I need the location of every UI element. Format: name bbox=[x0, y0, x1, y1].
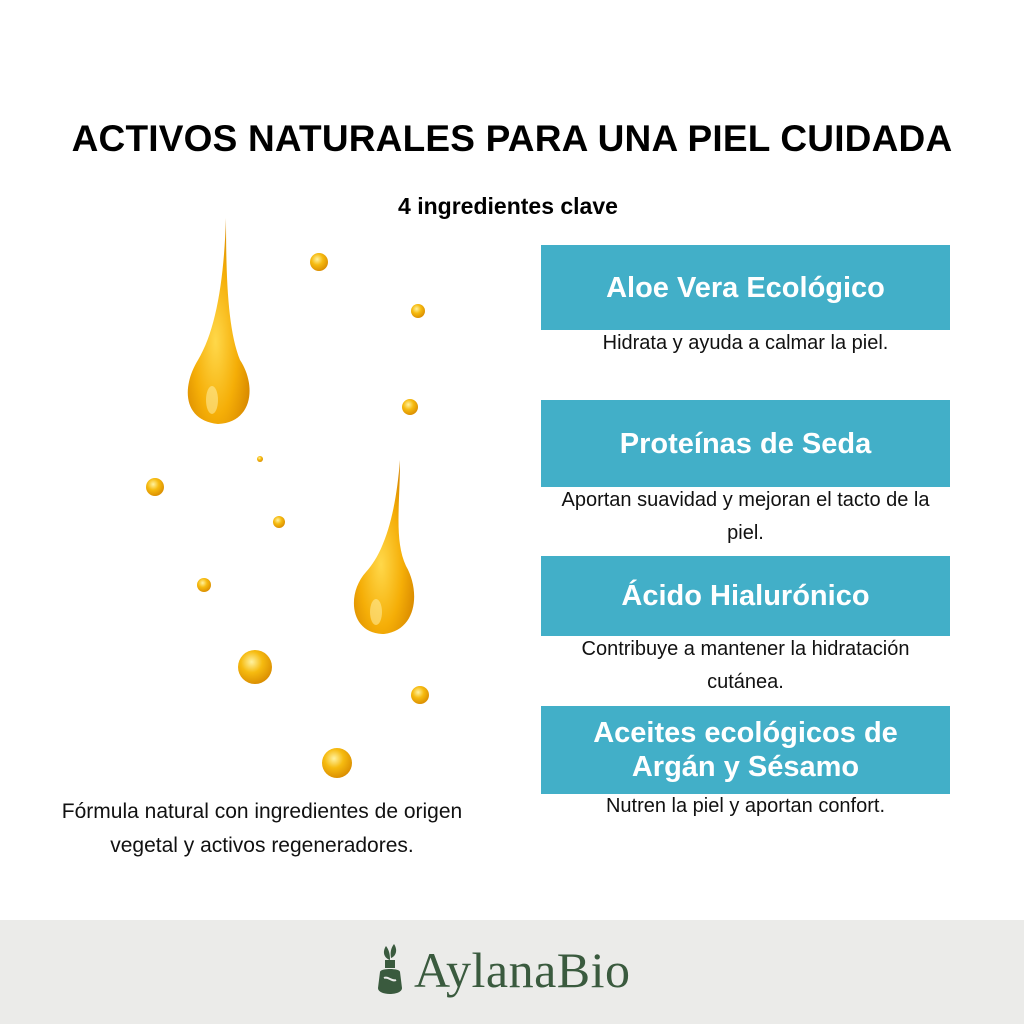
ingredient-desc-oils: Nutren la piel y aportan confort. bbox=[605, 795, 886, 817]
page-title: ACTIVOS NATURALES PARA UNA PIEL CUIDADA bbox=[71, 118, 953, 159]
oil-drop-icon bbox=[188, 218, 250, 424]
oil-bubble-icon bbox=[411, 304, 425, 318]
ingredient-banner-hyaluronic: Ácido Hialurónico bbox=[541, 556, 950, 636]
oil-bubble-icon bbox=[310, 253, 328, 271]
oil-bubble-icon bbox=[146, 478, 164, 496]
brand-logo bbox=[372, 940, 631, 1000]
ingredient-banner-oils: Aceites ecológicos de Argán y Sésamo bbox=[541, 706, 950, 794]
oil-bubble-icon bbox=[273, 516, 285, 528]
oil-bubble-icon bbox=[257, 456, 263, 462]
bottle-plant-icon bbox=[372, 942, 408, 998]
oil-bubble-icon bbox=[322, 748, 352, 778]
oil-bubble-icon bbox=[402, 399, 418, 415]
oil-bubble-icon bbox=[197, 578, 211, 592]
ingredient-desc-silk: Aportan suavidad y mejoran el tacto de la piel. bbox=[561, 489, 930, 544]
oil-drop-icon bbox=[354, 460, 414, 634]
oil-drops-illustration bbox=[120, 210, 460, 790]
ingredient-banner-aloe: Aloe Vera Ecológico bbox=[541, 245, 950, 330]
ingredient-desc-hyaluronic: Contribuye a mantener la hidratación cutánea. bbox=[581, 638, 910, 693]
ingredient-desc-aloe: Hidrata y ayuda a calmar la piel. bbox=[602, 332, 889, 354]
oil-bubble-icon bbox=[411, 686, 429, 704]
page-subtitle: 4 ingredientes clave bbox=[398, 193, 618, 219]
oil-bubble-icon bbox=[238, 650, 272, 684]
formula-caption: Fórmula natural con ingredientes de origen vegetal y activos regeneradores. bbox=[61, 800, 463, 857]
brand-name: AylanaBio bbox=[414, 942, 631, 998]
ingredient-banner-silk: Proteínas de Seda bbox=[541, 400, 950, 487]
